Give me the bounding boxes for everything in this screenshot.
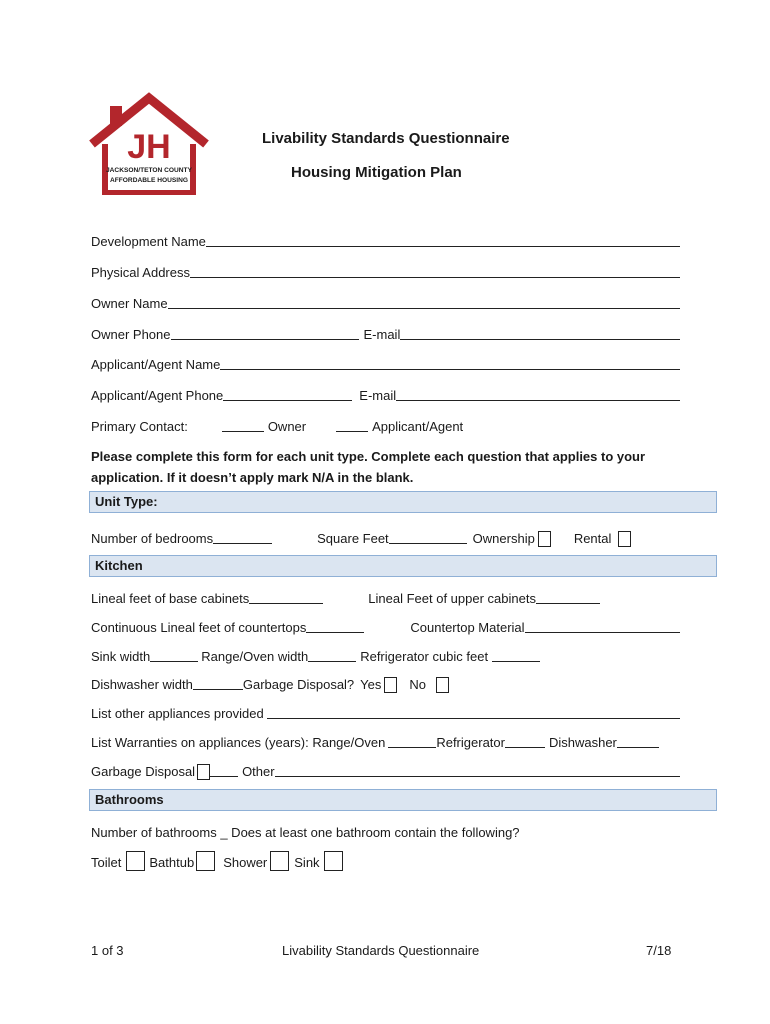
- base-cabinets-field[interactable]: [249, 603, 323, 604]
- cabinets-row: [91, 587, 680, 607]
- owner-email-field[interactable]: [400, 339, 680, 340]
- garbage-disposal-question: Garbage Disposal?: [242, 677, 355, 692]
- ownership-label: Ownership: [472, 531, 535, 546]
- owner-name-row: [91, 292, 680, 312]
- disposal-no-checkbox[interactable]: [436, 677, 449, 693]
- base-cabinets-label: Lineal feet of base cabinets: [91, 591, 250, 606]
- agent-name-label: Applicant/Agent Name: [91, 357, 221, 372]
- warranty-refrigerator-label: Refrigerator: [436, 735, 505, 750]
- other-appliances-row: [91, 702, 680, 722]
- square-feet-field[interactable]: [389, 543, 467, 544]
- sink-checkbox[interactable]: [324, 851, 343, 871]
- shower-label: Shower: [223, 855, 268, 870]
- unit-type-row: [91, 527, 680, 547]
- primary-agent-blank[interactable]: [336, 431, 368, 432]
- instructions: Please complete this form for each unit type. Complete each question that applies to your application. If it doesn’t apply mark N/A in the blank.: [91, 449, 646, 485]
- agent-phone-label: Applicant/Agent Phone: [91, 388, 224, 403]
- garbage-disposal-field[interactable]: [210, 776, 238, 777]
- owner-name-field[interactable]: [168, 308, 680, 309]
- bathrooms-heading: Bathrooms: [89, 789, 717, 811]
- garbage-disposal-label: Garbage Disposal: [91, 764, 196, 779]
- warranty-dishwasher-field[interactable]: [617, 747, 659, 748]
- bathrooms-question: Number of bathrooms _ Does at least one bathroom contain the following?: [91, 825, 520, 840]
- sink-width-field[interactable]: [150, 661, 198, 662]
- countertop-material-field[interactable]: [525, 632, 680, 633]
- rental-label: Rental: [573, 531, 612, 546]
- ownership-checkbox[interactable]: [538, 531, 551, 547]
- footer-page-number: 1 of 3: [91, 943, 124, 958]
- widths-row: [91, 645, 680, 665]
- physical-address-label: Physical Address: [91, 265, 190, 280]
- development-name-label: Development Name: [91, 234, 206, 249]
- bathrooms-question-row: [91, 821, 680, 841]
- dishwasher-width-field[interactable]: [193, 689, 243, 690]
- disposal-no-label: No: [409, 677, 427, 692]
- countertop-material-label: Countertop Material: [410, 620, 525, 635]
- shower-checkbox[interactable]: [270, 851, 289, 871]
- countertops-label: Continuous Lineal feet of countertops: [91, 620, 307, 635]
- countertops-row: [91, 616, 680, 636]
- owner-phone-field[interactable]: [171, 339, 359, 340]
- warranty-range-field[interactable]: [388, 747, 436, 748]
- disposal-yes-label: Yes: [360, 677, 382, 692]
- primary-owner-label: Owner: [267, 419, 307, 434]
- footer-title: Livability Standards Questionnaire: [282, 943, 480, 958]
- bathtub-checkbox[interactable]: [196, 851, 215, 871]
- refrigerator-label: Refrigerator cubic feet: [360, 649, 489, 664]
- jh-logo: [88, 92, 210, 202]
- logo-letters: JH: [127, 128, 171, 166]
- kitchen-heading: Kitchen: [89, 555, 717, 577]
- bathroom-features-row: [91, 849, 680, 871]
- sink-width-label: Sink width: [91, 649, 151, 664]
- owner-name-label: Owner Name: [91, 296, 168, 311]
- countertops-field[interactable]: [306, 632, 364, 633]
- rental-checkbox[interactable]: [618, 531, 631, 547]
- upper-cabinets-label: Lineal Feet of upper cabinets: [368, 591, 536, 606]
- other-appliances-label: List other appliances provided: [91, 706, 264, 721]
- owner-email-label: E-mail: [363, 327, 401, 342]
- bathtub-label: Bathtub: [149, 855, 195, 870]
- logo-line2: AFFORDABLE HOUSING: [109, 177, 189, 184]
- other-appliances-field[interactable]: [267, 718, 680, 719]
- warranties-label: List Warranties on appliances (years): Range/Oven: [91, 735, 386, 750]
- primary-owner-blank[interactable]: [222, 431, 264, 432]
- development-name-row: [91, 230, 680, 250]
- range-oven-width-label: Range/Oven width: [201, 649, 309, 664]
- disposal-yes-checkbox[interactable]: [384, 677, 397, 693]
- page-subtitle: Housing Mitigation Plan: [291, 164, 462, 181]
- page-title: Livability Standards Questionnaire: [262, 130, 510, 147]
- garbage-other-row: [91, 760, 680, 780]
- bedrooms-field[interactable]: [213, 543, 272, 544]
- physical-address-field[interactable]: [190, 277, 680, 278]
- garbage-disposal-checkbox[interactable]: [197, 764, 210, 780]
- warranty-dishwasher-label: Dishwasher: [548, 735, 617, 750]
- primary-agent-label: Applicant/Agent: [372, 419, 464, 434]
- other-field[interactable]: [275, 776, 680, 777]
- warranty-refrigerator-field[interactable]: [505, 747, 545, 748]
- toilet-checkbox[interactable]: [126, 851, 145, 871]
- physical-address-row: [91, 261, 680, 281]
- agent-name-row: [91, 353, 680, 373]
- owner-phone-label: Owner Phone: [91, 327, 171, 342]
- primary-contact-row: [91, 415, 680, 435]
- agent-name-field[interactable]: [220, 369, 680, 370]
- warranties-row: [91, 731, 680, 751]
- agent-phone-row: [91, 384, 680, 404]
- upper-cabinets-field[interactable]: [536, 603, 600, 604]
- range-oven-width-field[interactable]: [308, 661, 356, 662]
- refrigerator-field[interactable]: [492, 661, 540, 662]
- logo-line1: JACKSON/TETON COUNTY: [106, 167, 192, 174]
- sink-label: Sink: [294, 855, 320, 870]
- agent-email-label: E-mail: [359, 388, 397, 403]
- dishwasher-width-label: Dishwasher width: [91, 677, 193, 692]
- square-feet-label: Square Feet: [317, 531, 389, 546]
- unit-type-heading: Unit Type:: [89, 491, 717, 513]
- primary-contact-label: Primary Contact:: [91, 419, 188, 434]
- dishwasher-row: [91, 673, 680, 693]
- other-label: Other: [242, 764, 275, 779]
- toilet-label: Toilet: [91, 855, 122, 870]
- owner-phone-row: [91, 323, 680, 343]
- development-name-field[interactable]: [206, 246, 680, 247]
- agent-email-field[interactable]: [396, 400, 680, 401]
- agent-phone-field[interactable]: [223, 400, 352, 401]
- footer-date: 7/18: [646, 943, 672, 958]
- bedrooms-label: Number of bedrooms: [91, 531, 214, 546]
